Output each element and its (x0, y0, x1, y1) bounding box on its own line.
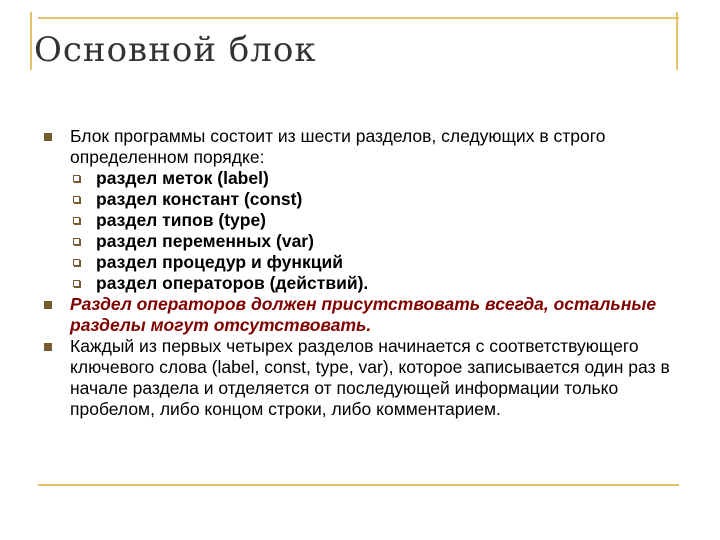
sub-item-variables (70, 231, 674, 252)
sub-list (70, 168, 674, 294)
sub-item-constants (70, 189, 674, 210)
slide-title: Основной блок (34, 30, 317, 70)
frame-right-line (676, 12, 678, 70)
hollow-square-bullet-icon (73, 259, 80, 266)
sub-item-text: раздел типов (type) (96, 210, 267, 230)
emphasis-text: Раздел операторов должен присутствовать всегда, остальные разделы могут отсутствовать. (70, 294, 657, 335)
sub-item-text: раздел операторов (действий). (96, 273, 369, 293)
sub-item-types (70, 210, 674, 231)
sub-item-text: раздел процедур и функций (96, 252, 344, 272)
filled-square-bullet-icon (44, 343, 52, 351)
hollow-square-bullet-icon (73, 217, 80, 224)
hollow-square-bullet-icon (73, 175, 80, 182)
sub-item-text: раздел меток (label) (96, 168, 269, 188)
sub-item-text: раздел переменных (var) (96, 231, 314, 251)
slide-content (44, 126, 674, 420)
bullet-item-1 (44, 126, 674, 294)
filled-square-bullet-icon (44, 133, 52, 141)
bullet-text: Блок программы состоит из шести разделов, следующих в строго определенном порядке: (70, 126, 606, 167)
sub-item-labels (70, 168, 674, 189)
hollow-square-bullet-icon (73, 280, 80, 287)
hollow-square-bullet-icon (73, 196, 80, 203)
bullet-item-3 (44, 336, 674, 420)
frame-top-line (38, 17, 679, 19)
bullet-text: Каждый из первых четырех разделов начинается с соответствующего ключевого слова (label, const, type, var), которое записывается один раз в начале раздела и отделяется от последующей информации только пробелом, либо концом строки, либо комментарием. (70, 336, 670, 419)
hollow-square-bullet-icon (73, 238, 80, 245)
sub-item-text: раздел констант (const) (96, 189, 303, 209)
sub-item-operators (70, 273, 674, 294)
sub-item-procedures (70, 252, 674, 273)
frame-left-line (30, 12, 32, 70)
filled-square-bullet-icon (44, 301, 52, 309)
frame-bottom-line (38, 484, 679, 486)
bullet-item-2 (44, 294, 674, 336)
